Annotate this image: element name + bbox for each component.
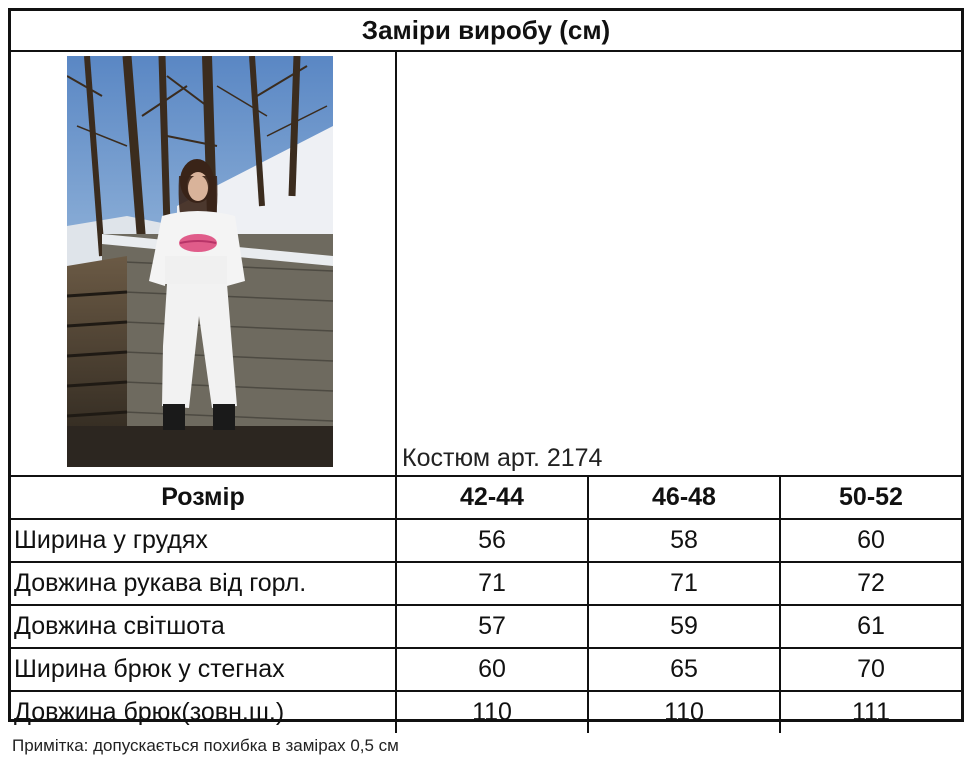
table-cell: 58: [588, 519, 780, 562]
header-size-42-44: 42-44: [396, 476, 588, 519]
header-size-46-48: 46-48: [588, 476, 780, 519]
table-cell: 59: [588, 605, 780, 648]
table-cell: 71: [396, 562, 588, 605]
table-cell: 70: [780, 648, 961, 691]
table-cell: 57: [396, 605, 588, 648]
table-row: [11, 562, 961, 605]
row-label: Ширина у грудях: [11, 519, 396, 562]
table-row: [11, 605, 961, 648]
table-row: [11, 519, 961, 562]
tolerance-note: Примітка: допускається похибка в замірах 0,5 см: [12, 736, 399, 755]
row-label: Довжина світшота: [11, 605, 396, 648]
table-cell: 71: [588, 562, 780, 605]
model-photo-icon: [67, 56, 333, 467]
table-cell: 60: [396, 648, 588, 691]
size-chart-sheet: [8, 8, 964, 726]
chart-title: Заміри виробу (см): [11, 11, 961, 52]
product-article: Костюм арт. 2174: [402, 444, 603, 472]
photo-cell: [11, 52, 397, 475]
table-cell: 111: [780, 691, 961, 733]
table-cell: 65: [588, 648, 780, 691]
table-cell: 56: [396, 519, 588, 562]
row-label: Довжина брюк(зовн.ш.): [11, 691, 396, 733]
table-header-row: [11, 476, 961, 519]
measurements-table: [11, 475, 961, 733]
header-size: Розмір: [11, 476, 396, 519]
table-row: [11, 648, 961, 691]
table-cell: 61: [780, 605, 961, 648]
header-size-50-52: 50-52: [780, 476, 961, 519]
table-cell: 72: [780, 562, 961, 605]
table-row: [11, 691, 961, 733]
row-label: Довжина рукава від горл.: [11, 562, 396, 605]
table-cell: 110: [396, 691, 588, 733]
product-info-cell: [397, 52, 961, 475]
table-cell: 60: [780, 519, 961, 562]
row-label: Ширина брюк у стегнах: [11, 648, 396, 691]
table-cell: 110: [588, 691, 780, 733]
